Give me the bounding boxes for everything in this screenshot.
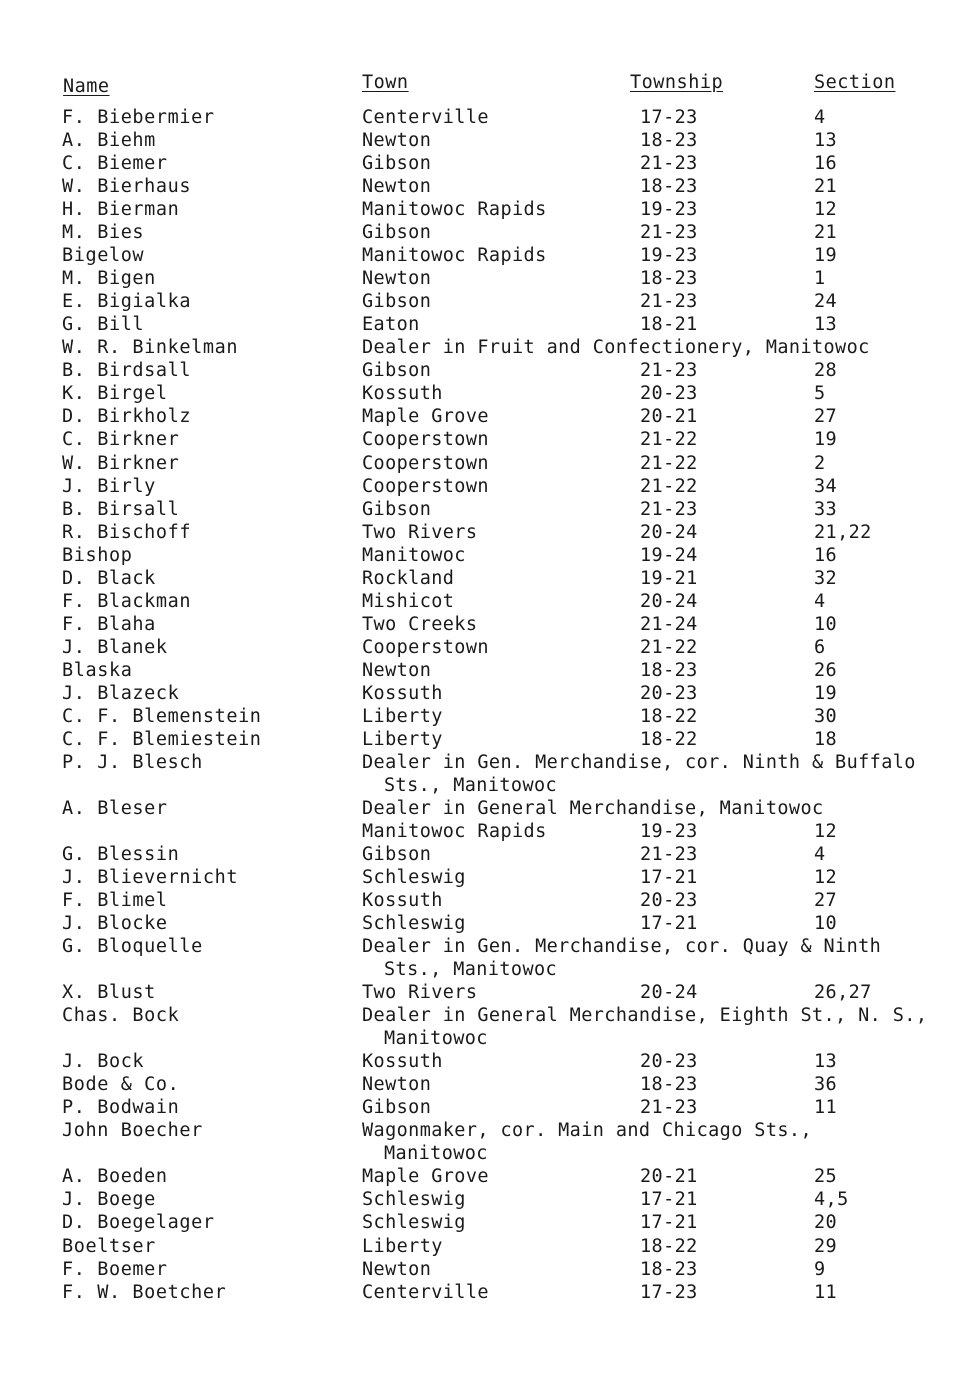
township-cell: 17-21 — [640, 867, 698, 888]
table-row — [0, 336, 963, 359]
township-cell: 20-23 — [640, 383, 698, 405]
table-row — [0, 751, 963, 774]
table-row — [0, 313, 963, 336]
table-row — [0, 244, 963, 267]
name-cell: J. Blocke — [62, 913, 168, 935]
section-cell: 21 — [814, 222, 838, 244]
table-row — [0, 843, 963, 866]
section-cell: 6 — [814, 636, 826, 658]
section-cell: 4 — [814, 590, 826, 612]
township-cell: 18-22 — [640, 1235, 698, 1257]
name-cell: Bode & Co. — [62, 1074, 180, 1096]
name-cell: John Boecher — [62, 1120, 203, 1142]
town-cell: Cooperstown — [362, 636, 489, 658]
town-cell: Dealer in Gen. Merchandise, cor. Ninth & Buffalo — [362, 751, 916, 773]
town-cell: Gibson — [362, 222, 432, 244]
township-cell: 20-24 — [640, 521, 698, 543]
name-cell: C. F. Blemiestein — [62, 728, 262, 750]
town-continuation-cell: Sts., Manitowoc — [384, 959, 558, 981]
name-cell: F. W. Boetcher — [62, 1281, 227, 1303]
name-cell: M. Bigen — [62, 268, 156, 290]
town-cell: Newton — [362, 1258, 432, 1280]
section-cell: 34 — [814, 475, 838, 497]
name-cell: D. Black — [62, 567, 156, 589]
table-row — [0, 152, 963, 175]
section-cell: 16 — [814, 153, 838, 175]
town-cell: Schleswig — [362, 867, 466, 888]
township-cell: 20-24 — [640, 590, 698, 612]
section-cell: 21,22 — [814, 521, 872, 543]
table-row — [0, 498, 963, 521]
section-cell: 29 — [814, 1235, 838, 1257]
name-cell: D. Birkholz — [62, 406, 192, 428]
section-cell: 28 — [814, 360, 838, 382]
table-row — [0, 544, 963, 567]
table-row — [0, 1050, 963, 1073]
township-cell: 18-23 — [640, 130, 698, 151]
township-cell: 21-24 — [640, 613, 698, 635]
name-cell: Chas. Bock — [62, 1005, 180, 1027]
name-cell: W. Bierhaus — [62, 176, 192, 198]
section-cell: 26 — [814, 659, 838, 681]
name-cell: W. R. Binkelman — [62, 337, 239, 359]
township-cell: 17-23 — [640, 107, 698, 128]
section-cell: 25 — [814, 1166, 838, 1188]
table-row — [0, 705, 963, 728]
township-cell: 18-22 — [640, 728, 698, 750]
table-row — [0, 129, 963, 152]
table-row — [0, 198, 963, 221]
township-cell: 20-21 — [640, 1166, 698, 1188]
table-row — [0, 1119, 963, 1142]
town-cell: Rockland — [362, 567, 455, 589]
township-cell: 17-23 — [640, 1281, 698, 1303]
town-cell: Manitowoc Rapids — [362, 245, 547, 267]
township-cell: 20-23 — [640, 890, 698, 911]
township-cell: 21-23 — [640, 360, 698, 382]
name-cell: Blaska — [62, 659, 133, 681]
name-cell: K. Birgel — [62, 383, 168, 405]
table-row — [0, 567, 963, 590]
town-cell: Gibson — [362, 498, 432, 520]
name-cell: B. Birsall — [62, 498, 180, 520]
section-cell: 26,27 — [814, 982, 872, 1004]
township-cell: 21-23 — [640, 1097, 698, 1119]
section-cell: 33 — [814, 498, 838, 520]
town-cell: Cooperstown — [362, 452, 489, 474]
town-cell: Gibson — [362, 844, 432, 865]
section-cell: 11 — [814, 1097, 838, 1119]
town-cell: Two Rivers — [362, 521, 478, 543]
section-cell: 27 — [814, 890, 838, 911]
town-cell: Gibson — [362, 1097, 432, 1119]
town-cell: Manitowoc Rapids — [362, 199, 547, 221]
table-row — [0, 405, 963, 428]
table-row — [0, 981, 963, 1004]
town-cell: Schleswig — [362, 913, 466, 935]
section-cell: 19 — [814, 245, 838, 267]
table-row — [0, 958, 963, 981]
name-cell: J. Blievernicht — [62, 867, 239, 888]
township-cell: 17-21 — [640, 1189, 698, 1211]
town-cell: Dealer in Fruit and Confectionery, Manitowoc — [362, 337, 870, 359]
header-name: Name — [63, 76, 110, 97]
table-row — [0, 382, 963, 405]
table-row — [0, 359, 963, 382]
township-cell: 21-23 — [640, 222, 698, 244]
section-cell: 19 — [814, 429, 838, 451]
table-row — [0, 866, 963, 889]
section-cell: 13 — [814, 314, 838, 336]
town-cell: Cooperstown — [362, 475, 489, 497]
table-row — [0, 1073, 963, 1096]
township-cell: 18-23 — [640, 268, 698, 290]
town-cell: Schleswig — [362, 1189, 466, 1211]
section-cell: 20 — [814, 1212, 838, 1234]
township-cell: 21-23 — [640, 498, 698, 520]
table-row — [0, 1165, 963, 1188]
town-cell: Two Creeks — [362, 613, 478, 635]
township-cell: 20-24 — [640, 982, 698, 1004]
table-row — [0, 175, 963, 198]
township-cell: 17-21 — [640, 1212, 698, 1234]
name-cell: H. Bierman — [62, 199, 180, 221]
town-cell: Kossuth — [362, 383, 443, 405]
section-cell: 5 — [814, 383, 826, 405]
table-row — [0, 613, 963, 636]
table-row — [0, 1235, 963, 1258]
township-cell: 21-22 — [640, 429, 698, 451]
header-township: Township — [630, 72, 724, 93]
name-cell: G. Bill — [62, 314, 145, 336]
town-cell: Wagonmaker, cor. Main and Chicago Sts., — [362, 1120, 812, 1142]
section-cell: 30 — [814, 705, 838, 727]
table-row — [0, 1211, 963, 1234]
section-cell: 11 — [814, 1281, 838, 1303]
section-cell: 4 — [814, 844, 826, 865]
township-cell: 18-23 — [640, 659, 698, 681]
town-cell: Kossuth — [362, 682, 443, 704]
table-row — [0, 820, 963, 843]
town-cell: Gibson — [362, 360, 432, 382]
name-cell: J. Birly — [62, 475, 156, 497]
township-cell: 19-21 — [640, 567, 698, 589]
town-cell: Newton — [362, 130, 432, 151]
name-cell: E. Bigialka — [62, 291, 192, 313]
table-row — [0, 1188, 963, 1211]
table-row — [0, 106, 963, 129]
town-cell: Dealer in General Merchandise, Manitowoc — [362, 797, 824, 819]
name-cell: Boeltser — [62, 1235, 156, 1257]
name-cell: C. Biemer — [62, 153, 168, 175]
town-cell: Newton — [362, 176, 432, 198]
name-cell: X. Blust — [62, 982, 156, 1004]
name-cell: W. Birkner — [62, 452, 180, 474]
township-cell: 18-21 — [640, 314, 698, 336]
name-cell: M. Bies — [62, 222, 145, 244]
township-cell: 18-23 — [640, 1258, 698, 1280]
section-cell: 27 — [814, 406, 838, 428]
section-cell: 18 — [814, 728, 838, 750]
town-cell: Newton — [362, 1074, 432, 1096]
table-row — [0, 659, 963, 682]
town-cell: Dealer in Gen. Merchandise, cor. Quay & Ninth — [362, 936, 882, 958]
town-cell: Maple Grove — [362, 406, 489, 428]
section-cell: 32 — [814, 567, 838, 589]
township-cell: 18-23 — [640, 1074, 698, 1096]
name-cell: D. Boegelager — [62, 1212, 215, 1234]
township-cell: 21-22 — [640, 636, 698, 658]
township-cell: 20-23 — [640, 682, 698, 704]
section-cell: 24 — [814, 291, 838, 313]
town-cell: Manitowoc Rapids — [362, 820, 547, 842]
table-row — [0, 797, 963, 820]
name-cell: Bigelow — [62, 245, 145, 267]
name-cell: P. Bodwain — [62, 1097, 180, 1119]
table-row — [0, 452, 963, 475]
table-row — [0, 428, 963, 451]
section-cell: 13 — [814, 1051, 838, 1073]
township-cell: 21-23 — [640, 291, 698, 313]
town-cell: Kossuth — [362, 1051, 443, 1073]
section-cell: 2 — [814, 452, 826, 474]
township-cell: 19-23 — [640, 820, 698, 842]
name-cell: F. Blackman — [62, 590, 192, 612]
name-cell: F. Blimel — [62, 890, 168, 911]
town-cell: Cooperstown — [362, 429, 489, 451]
section-cell: 36 — [814, 1074, 838, 1096]
table-row — [0, 1027, 963, 1050]
table-row — [0, 1096, 963, 1119]
town-continuation-cell: Manitowoc — [384, 1028, 488, 1050]
section-cell: 12 — [814, 867, 838, 888]
township-cell: 21-23 — [640, 844, 698, 865]
township-cell: 21-22 — [640, 452, 698, 474]
table-row — [0, 267, 963, 290]
name-cell: R. Bischoff — [62, 521, 192, 543]
township-cell: 21-23 — [640, 153, 698, 175]
town-cell: Eaton — [362, 314, 420, 336]
name-cell: J. Blanek — [62, 636, 168, 658]
town-continuation-cell: Manitowoc — [384, 1143, 488, 1165]
town-cell: Maple Grove — [362, 1166, 489, 1188]
town-cell: Dealer in General Merchandise, Eighth St., N. S., — [362, 1005, 928, 1027]
town-cell: Newton — [362, 268, 432, 290]
header-town: Town — [362, 72, 409, 93]
table-row — [0, 1004, 963, 1027]
name-cell: B. Birdsall — [62, 360, 192, 382]
name-cell: G. Blessin — [62, 844, 180, 865]
section-cell: 4 — [814, 107, 826, 128]
town-cell: Newton — [362, 659, 432, 681]
township-cell: 17-21 — [640, 913, 698, 935]
section-cell: 12 — [814, 820, 838, 842]
name-cell: A. Boeden — [62, 1166, 168, 1188]
table-row — [0, 1258, 963, 1281]
township-cell: 18-22 — [640, 705, 698, 727]
township-cell: 21-22 — [640, 475, 698, 497]
table-row — [0, 728, 963, 751]
town-cell: Gibson — [362, 153, 432, 175]
name-cell: F. Boemer — [62, 1258, 168, 1280]
section-cell: 4,5 — [814, 1189, 849, 1211]
name-cell: J. Blazeck — [62, 682, 180, 704]
table-row — [0, 590, 963, 613]
town-cell: Gibson — [362, 291, 432, 313]
township-cell: 20-21 — [640, 406, 698, 428]
name-cell: C. Birkner — [62, 429, 180, 451]
table-row — [0, 935, 963, 958]
table-row — [0, 1142, 963, 1165]
name-cell: J. Bock — [62, 1051, 145, 1073]
town-cell: Centerville — [362, 107, 489, 128]
name-cell: G. Bloquelle — [62, 936, 203, 958]
town-cell: Liberty — [362, 705, 443, 727]
town-continuation-cell: Sts., Manitowoc — [384, 774, 558, 796]
name-cell: A. Bleser — [62, 797, 168, 819]
section-cell: 1 — [814, 268, 826, 290]
section-cell: 9 — [814, 1258, 826, 1280]
town-cell: Kossuth — [362, 890, 443, 911]
township-cell: 18-23 — [640, 176, 698, 198]
section-cell: 16 — [814, 544, 838, 566]
name-cell: A. Biehm — [62, 130, 156, 151]
town-cell: Liberty — [362, 1235, 443, 1257]
township-cell: 19-24 — [640, 544, 698, 566]
section-cell: 10 — [814, 613, 838, 635]
name-cell: Bishop — [62, 544, 133, 566]
section-cell: 10 — [814, 913, 838, 935]
table-row — [0, 221, 963, 244]
town-cell: Liberty — [362, 728, 443, 750]
town-cell: Schleswig — [362, 1212, 466, 1234]
town-cell: Two Rivers — [362, 982, 478, 1004]
name-cell: P. J. Blesch — [62, 751, 203, 773]
name-cell: F. Blaha — [62, 613, 156, 635]
table-row — [0, 889, 963, 912]
name-cell: F. Biebermier — [62, 107, 215, 128]
table-row — [0, 521, 963, 544]
table-row — [0, 636, 963, 659]
section-cell: 21 — [814, 176, 838, 198]
table-row — [0, 774, 963, 797]
town-cell: Manitowoc — [362, 544, 466, 566]
section-cell: 13 — [814, 130, 838, 151]
town-cell: Mishicot — [362, 590, 455, 612]
table-row — [0, 475, 963, 498]
table-row — [0, 290, 963, 313]
name-cell: J. Boege — [62, 1189, 156, 1211]
town-cell: Centerville — [362, 1281, 489, 1303]
township-cell: 20-23 — [640, 1051, 698, 1073]
name-cell: C. F. Blemenstein — [62, 705, 262, 727]
header-section: Section — [814, 72, 896, 93]
table-row — [0, 912, 963, 935]
township-cell: 19-23 — [640, 245, 698, 267]
table-row — [0, 1281, 963, 1304]
table-row — [0, 682, 963, 705]
section-cell: 19 — [814, 682, 838, 704]
section-cell: 12 — [814, 199, 838, 221]
township-cell: 19-23 — [640, 199, 698, 221]
